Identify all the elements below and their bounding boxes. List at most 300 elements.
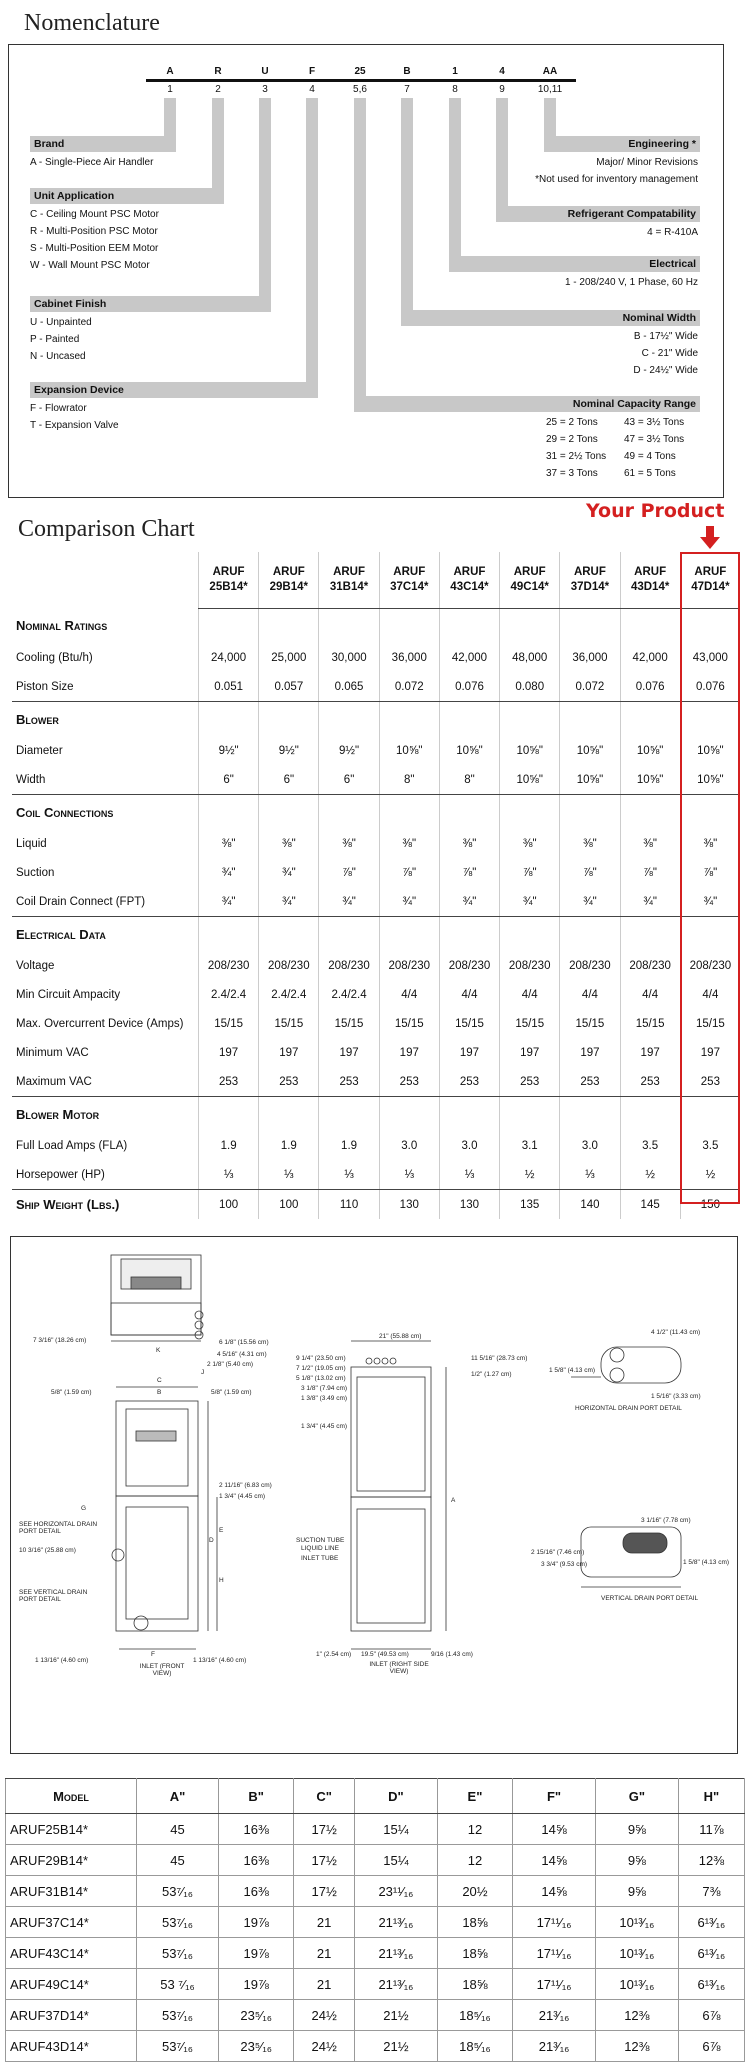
row-value: ⅓ [319, 1160, 379, 1190]
row-value: 9½" [319, 736, 379, 765]
section-cell [379, 609, 439, 644]
row-value: 100 [259, 1190, 319, 1220]
dimension-value: 10¹³⁄₁₆ [595, 1907, 678, 1938]
column-header: B" [219, 1779, 294, 1814]
connector [306, 98, 318, 398]
dimension-value: 17¹¹⁄₁₆ [513, 1969, 596, 2000]
dimension-value: 21¹³⁄₁₆ [355, 1907, 438, 1938]
row-value: 100 [199, 1190, 259, 1220]
section-title: Blower [16, 711, 59, 727]
row-label: Coil Drain Connect (FPT) [12, 887, 199, 917]
section-cell [500, 1097, 560, 1132]
code-index: 1 [167, 84, 173, 95]
dimension-value: 17¹¹⁄₁₆ [513, 1907, 596, 1938]
group-title: Engineering * [544, 136, 700, 152]
dimension-value: 45 [137, 1814, 219, 1845]
section-cell [379, 702, 439, 737]
group-title: Brand [30, 136, 176, 152]
row-value: 3.5 [620, 1131, 680, 1160]
section-cell [560, 795, 620, 830]
section-cell [259, 609, 319, 644]
code-index: 2 [215, 84, 221, 95]
row-value: ⅜" [439, 829, 499, 858]
code-index: 9 [499, 84, 505, 95]
row-value: ⅜" [319, 829, 379, 858]
dim-label: SEE VERTICAL DRAIN PORT DETAIL [19, 1589, 88, 1603]
row-value: ⅜" [680, 829, 740, 858]
section-title: Blower Motor [16, 1106, 100, 1122]
dimension-value: 10¹³⁄₁₆ [595, 1938, 678, 1969]
section-cell [680, 702, 740, 737]
dim-label: J [201, 1369, 205, 1376]
row-value: 36,000 [379, 643, 439, 672]
dimension-value: 14⅝ [513, 1845, 596, 1876]
dim-label: 7 3/16" (18.26 cm) [33, 1337, 87, 1344]
row-value: 130 [379, 1190, 439, 1220]
section-cell [680, 795, 740, 830]
dimension-value: 24½ [294, 2000, 355, 2031]
row-value: ¾" [680, 887, 740, 917]
row-value: 208/230 [620, 951, 680, 980]
down-arrow-icon [700, 526, 720, 550]
code-index: 8 [452, 84, 458, 95]
dim-label: SEE HORIZONTAL DRAIN PORT DETAIL [19, 1521, 98, 1535]
code-segment: 25 [354, 66, 366, 77]
row-value: 3.1 [500, 1131, 560, 1160]
row-value: ⅜" [560, 829, 620, 858]
code-index: 3 [262, 84, 268, 95]
section-cell [620, 1097, 680, 1132]
dim-label: 2 11/16" (6.83 cm) [219, 1482, 272, 1489]
row-value: 208/230 [560, 951, 620, 980]
row-value: 197 [439, 1038, 499, 1067]
row-value: 4/4 [560, 980, 620, 1009]
row-value: 10⅝" [620, 765, 680, 795]
row-value: 197 [620, 1038, 680, 1067]
code-segment: A [166, 66, 174, 77]
dimension-value: 53⁷⁄₁₆ [137, 1938, 219, 1969]
row-value: ½ [680, 1160, 740, 1190]
row-value: 10⅝" [560, 736, 620, 765]
model-header: ARUF 25B14* [199, 552, 259, 609]
connector [354, 98, 366, 412]
dimension-value: 18⁵⁄₁₆ [437, 2031, 512, 2062]
group-line: P - Painted [30, 334, 80, 345]
section-title: Coil Connections [16, 804, 114, 820]
row-value: 197 [500, 1038, 560, 1067]
row-value: 15/15 [199, 1009, 259, 1038]
dimension-value: 21³⁄₁₆ [513, 2000, 596, 2031]
section-cell [620, 609, 680, 644]
row-value: ¾" [259, 887, 319, 917]
code-segment: B [403, 66, 411, 77]
row-value: ⅜" [500, 829, 560, 858]
row-value: 9½" [259, 736, 319, 765]
row-value: ¾" [560, 887, 620, 917]
dim-label: 1 3/4" (4.45 cm) [301, 1423, 348, 1430]
code-index: 5,6 [353, 84, 367, 95]
dimension-value: 16⅜ [219, 1876, 294, 1907]
row-value: 15/15 [560, 1009, 620, 1038]
group-line: U - Unpainted [30, 317, 92, 328]
section-cell [439, 917, 499, 952]
row-label: Maximum VAC [12, 1067, 199, 1097]
model-header: ARUF 31B14* [319, 552, 379, 609]
row-value: 3.0 [560, 1131, 620, 1160]
code-index: 4 [309, 84, 315, 95]
section-cell [620, 702, 680, 737]
row-value: 253 [319, 1067, 379, 1097]
dimension-value: 15¼ [355, 1814, 438, 1845]
row-value: 253 [439, 1067, 499, 1097]
group-line: C - 21" Wide [641, 348, 698, 359]
dim-label: 3 1/8" (7.94 cm) [301, 1385, 348, 1392]
code-segment: F [308, 66, 316, 77]
row-value: ¾" [379, 887, 439, 917]
dim-label: 4 1/2" (11.43 cm) [651, 1329, 701, 1336]
dimension-value: 17½ [294, 1814, 355, 1845]
row-label: Voltage [16, 959, 55, 972]
dim-label: 4 5/16" (4.31 cm) [217, 1351, 267, 1358]
row-value: 10⅝" [560, 765, 620, 795]
dimension-value: 18⅝ [437, 1938, 512, 1969]
row-value: 0.076 [680, 672, 740, 702]
dimension-value: 23⁵⁄₁₆ [219, 2031, 294, 2062]
row-value: ⅞" [500, 858, 560, 887]
section-cell [379, 917, 439, 952]
row-value: ⅞" [379, 858, 439, 887]
row-value: ¾" [319, 887, 379, 917]
dim-label: 5/8" (1.59 cm) [51, 1389, 92, 1396]
row-value: 208/230 [199, 951, 259, 980]
dimension-value: 17½ [294, 1845, 355, 1876]
group-title: Electrical [449, 256, 700, 272]
row-value: ½ [500, 1160, 560, 1190]
section-cell [319, 702, 379, 737]
model-name: ARUF43D14* [6, 2031, 137, 2062]
row-value: 2.4/2.4 [199, 980, 259, 1009]
dimension-value: 14⅝ [513, 1876, 596, 1907]
row-value: 0.072 [560, 672, 620, 702]
row-value: ⅜" [620, 829, 680, 858]
section-cell [319, 1097, 379, 1132]
dim-label: E [219, 1527, 224, 1534]
dimension-value: 16⅜ [219, 1814, 294, 1845]
dimension-value: 15¼ [355, 1845, 438, 1876]
column-header: H" [678, 1779, 744, 1814]
row-value: ⅞" [560, 858, 620, 887]
row-value: 253 [199, 1067, 259, 1097]
column-header: C" [294, 1779, 355, 1814]
dimension-value: 12 [437, 1845, 512, 1876]
row-value: ⅞" [680, 858, 740, 887]
model-header: ARUF 29B14* [259, 552, 319, 609]
dimension-value: 21¹³⁄₁₆ [355, 1969, 438, 2000]
dimension-value: 21 [294, 1938, 355, 1969]
dimension-value: 6⅞ [678, 2031, 744, 2062]
row-value: 10⅝" [439, 736, 499, 765]
section-cell [680, 917, 740, 952]
dim-label: HORIZONTAL DRAIN PORT DETAIL [575, 1405, 682, 1412]
capacity-value: 61 = 5 Tons [624, 468, 676, 479]
section-cell [620, 917, 680, 952]
row-value: ¾" [199, 858, 259, 887]
group-line: S - Multi-Position EEM Motor [30, 243, 159, 254]
row-value: ¾" [439, 887, 499, 917]
section-cell [319, 795, 379, 830]
section-cell [560, 1097, 620, 1132]
dim-label: INLET (FRONT VIEW) [139, 1663, 185, 1677]
row-value: 3.5 [680, 1131, 740, 1160]
code-segment: 4 [499, 66, 505, 77]
section-title: Electrical Data [16, 926, 106, 942]
section-cell [259, 795, 319, 830]
dimension-value: 18⅝ [437, 1907, 512, 1938]
row-value: 15/15 [319, 1009, 379, 1038]
row-value: 15/15 [379, 1009, 439, 1038]
row-value: 1.9 [319, 1131, 379, 1160]
dim-label: INLET (RIGHT SIDE VIEW) [369, 1661, 429, 1675]
section-cell [560, 609, 620, 644]
row-value: ⅞" [439, 858, 499, 887]
group-title: Refrigerant Compatability [496, 206, 700, 222]
row-value: 0.057 [259, 672, 319, 702]
row-value: 8" [379, 765, 439, 795]
dimension-value: 21 [294, 1907, 355, 1938]
dimension-value: 23¹¹⁄₁₆ [355, 1876, 438, 1907]
dimension-value: 19⅞ [219, 1938, 294, 1969]
row-label: Horsepower (HP) [12, 1160, 199, 1190]
row-value: 10⅝" [680, 736, 740, 765]
group-title: Unit Application [30, 188, 224, 204]
section-cell [500, 702, 560, 737]
row-value: 0.080 [500, 672, 560, 702]
row-value: 42,000 [620, 643, 680, 672]
row-value: ⅜" [199, 829, 259, 858]
dim-label: D [209, 1537, 214, 1544]
dim-label: K [156, 1347, 161, 1354]
row-value: 3.0 [439, 1131, 499, 1160]
row-value: 8" [439, 765, 499, 795]
section-cell [560, 917, 620, 952]
dimension-value: 20½ [437, 1876, 512, 1907]
row-value: 6" [319, 765, 379, 795]
dim-label: 1 13/16" (4.60 cm) [193, 1657, 247, 1664]
row-value: ⅓ [259, 1160, 319, 1190]
capacity-value: 29 = 2 Tons [546, 434, 598, 445]
section-cell [199, 702, 259, 737]
row-value: 197 [680, 1038, 740, 1067]
row-value: 208/230 [500, 951, 560, 980]
model-header: ARUF 37D14* [560, 552, 620, 609]
row-value: 6" [259, 765, 319, 795]
row-value: 135 [500, 1190, 560, 1220]
section-cell [379, 1097, 439, 1132]
dimension-value: 21¹³⁄₁₆ [355, 1938, 438, 1969]
code-rule [146, 79, 576, 82]
dimension-value: 21½ [355, 2000, 438, 2031]
dim-label: 11 5/16" (28.73 cm) [471, 1355, 528, 1362]
dimension-drawing [10, 1236, 738, 1754]
capacity-value: 43 = 3½ Tons [624, 417, 685, 428]
section-cell [199, 917, 259, 952]
row-value: 140 [560, 1190, 620, 1220]
section-cell [199, 1097, 259, 1132]
group-line: *Not used for inventory management [535, 174, 698, 185]
your-product-label: Your Product [586, 500, 725, 522]
group-line: 1 - 208/240 V, 1 Phase, 60 Hz [564, 277, 698, 288]
row-label: Cooling (Btu/h) [16, 651, 93, 664]
group-line: R - Multi-Position PSC Motor [30, 226, 158, 237]
code-segment: 1 [452, 66, 458, 77]
connector [496, 98, 508, 222]
row-label: Width [12, 765, 199, 795]
row-label: Piston Size [12, 672, 199, 702]
dim-label: 5 1/8" (13.02 cm) [296, 1375, 346, 1382]
dimension-value: 53⁷⁄₁₆ [137, 2031, 219, 2062]
row-value: 0.076 [439, 672, 499, 702]
dimension-value: 6⅞ [678, 2000, 744, 2031]
dim-label: 10 3/16" (25.88 cm) [19, 1547, 76, 1554]
row-value: ¾" [500, 887, 560, 917]
dim-label: 1 5/16" (3.33 cm) [651, 1393, 701, 1400]
row-value: 208/230 [379, 951, 439, 980]
row-value: 110 [319, 1190, 379, 1220]
row-value: 42,000 [439, 643, 499, 672]
dimension-value: 16⅜ [219, 1845, 294, 1876]
section-cell [319, 609, 379, 644]
section-cell [259, 1097, 319, 1132]
row-value: 1.9 [199, 1131, 259, 1160]
code-segment: U [261, 66, 269, 77]
section-cell [439, 795, 499, 830]
dimension-value: 12⅜ [595, 2000, 678, 2031]
row-value: ¾" [259, 858, 319, 887]
row-value: 4/4 [439, 980, 499, 1009]
comparison-title: Comparison Chart [18, 516, 195, 542]
dim-label: 21" (55.88 cm) [379, 1333, 422, 1340]
model-dimensions-table [5, 1778, 745, 2062]
section-title: Nominal Ratings [16, 618, 108, 634]
row-value: 43,000 [680, 643, 740, 672]
model-header: ARUF 43D14* [620, 552, 680, 609]
row-value: 197 [319, 1038, 379, 1067]
dimension-value: 53⁷⁄₁₆ [137, 2000, 219, 2031]
capacity-value: 47 = 3½ Tons [624, 434, 685, 445]
dimension-value: 18⁵⁄₁₆ [437, 2000, 512, 2031]
row-value: 15/15 [259, 1009, 319, 1038]
row-value: 197 [259, 1038, 319, 1067]
nomenclature-title: Nomenclature [24, 10, 160, 36]
dim-label: 1" (2.54 cm) [316, 1651, 352, 1658]
dim-label: 1/2" (1.27 cm) [471, 1371, 512, 1378]
column-header: Model [6, 1779, 137, 1814]
dimension-value: 10¹³⁄₁₆ [595, 1969, 678, 2000]
row-value: 0.051 [199, 672, 259, 702]
row-value: 253 [259, 1067, 319, 1097]
section-cell [500, 917, 560, 952]
model-header: ARUF 47D14* [680, 552, 740, 609]
dim-label: 7 1/2" (19.05 cm) [296, 1365, 346, 1372]
row-value: ⅞" [319, 858, 379, 887]
section-cell [259, 702, 319, 737]
row-value: ⅓ [199, 1160, 259, 1190]
row-value: 1.9 [259, 1131, 319, 1160]
column-header: G" [595, 1779, 678, 1814]
capacity-value: 31 = 2½ Tons [546, 451, 607, 462]
row-value: 9½" [199, 736, 259, 765]
group-title: Cabinet Finish [30, 296, 271, 312]
dimension-value: 12⅜ [595, 2031, 678, 2062]
model-name: ARUF49C14* [6, 1969, 137, 2000]
connector [449, 98, 461, 272]
column-header: F" [513, 1779, 596, 1814]
model-name: ARUF31B14* [6, 1876, 137, 1907]
dimension-value: 6¹³⁄₁₆ [678, 1969, 744, 2000]
connector [259, 98, 271, 312]
dimension-value: 21½ [355, 2031, 438, 2062]
code-segment: AA [542, 66, 558, 77]
group-title: Nominal Width [401, 310, 700, 326]
model-header: ARUF 49C14* [500, 552, 560, 609]
row-value: 15/15 [439, 1009, 499, 1038]
dim-label: 3 1/16" (7.78 cm) [641, 1517, 691, 1524]
dimension-value: 45 [137, 1845, 219, 1876]
dim-label: 1 5/8" (4.13 cm) [683, 1559, 730, 1566]
dim-label: 6 1/8" (15.56 cm) [219, 1339, 269, 1346]
dim-label: LIQUID LINE [301, 1545, 339, 1552]
capacity-value: 49 = 4 Tons [624, 451, 676, 462]
section-cell [199, 795, 259, 830]
row-value: 253 [620, 1067, 680, 1097]
dimension-value: 9⅝ [595, 1845, 678, 1876]
group-line: N - Uncased [30, 351, 86, 362]
section-cell [439, 609, 499, 644]
section-cell [199, 609, 259, 644]
comparison-table [12, 552, 740, 1219]
section-cell [620, 795, 680, 830]
dim-label: 3 3/4" (9.53 cm) [541, 1561, 588, 1568]
group-line: B - 17½" Wide [633, 331, 698, 342]
row-value: 10⅝" [680, 765, 740, 795]
section-cell [319, 917, 379, 952]
dim-label: 5/8" (1.59 cm) [211, 1389, 252, 1396]
dimension-value: 6¹³⁄₁₆ [678, 1938, 744, 1969]
code-index: 7 [404, 84, 410, 95]
row-label: Minimum VAC [16, 1046, 89, 1059]
row-label: Full Load Amps (FLA) [16, 1139, 128, 1152]
row-value: 197 [199, 1038, 259, 1067]
connector [401, 98, 413, 326]
dim-label: 2 1/8" (5.40 cm) [207, 1361, 254, 1368]
row-value: ⅜" [379, 829, 439, 858]
dimension-value: 18⅝ [437, 1969, 512, 2000]
section-cell [259, 917, 319, 952]
section-cell [379, 795, 439, 830]
group-line: C - Ceiling Mount PSC Motor [30, 209, 159, 220]
row-value: 253 [680, 1067, 740, 1097]
model-name: ARUF37C14* [6, 1907, 137, 1938]
group-line: Major/ Minor Revisions [596, 157, 698, 168]
row-value: 150 [680, 1190, 740, 1220]
dimension-value: 53⁷⁄₁₆ [137, 1876, 219, 1907]
row-value: 208/230 [259, 951, 319, 980]
dim-label: 1 3/4" (4.45 cm) [219, 1493, 266, 1500]
section-cell [500, 609, 560, 644]
row-value: 24,000 [199, 643, 259, 672]
model-name: ARUF29B14* [6, 1845, 137, 1876]
group-line: F - Flowrator [30, 403, 87, 414]
